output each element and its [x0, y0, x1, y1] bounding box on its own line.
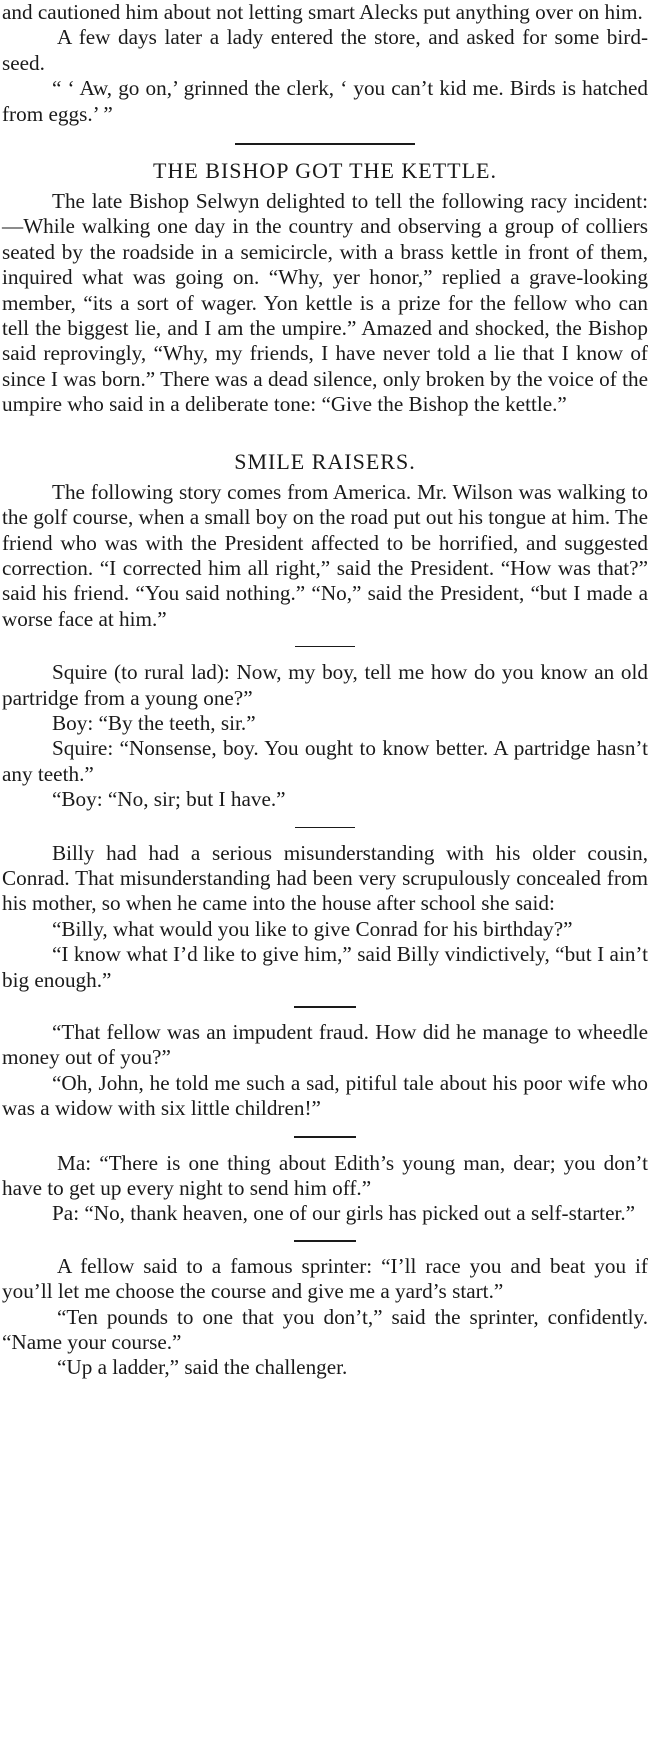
- sprinter-line-2: “Ten pounds to one that you don’t,” said the sprinter, confidently. “Name your course.”: [2, 1304, 648, 1355]
- smile-raisers-heading: SMILE RAISERS.: [234, 448, 416, 474]
- intro-paragraph-1: and cautioned him about not letting smart Alecks put anything over on him.: [2, 0, 643, 24]
- billy-line-3: “I know what I’d like to give him,” said Billy vindictively, “but I ain’t big enough.”: [2, 942, 648, 992]
- ma-line: Ma: “There is one thing about Edith’s young man, dear; you don’t have to get up every night to send him off.”: [2, 1150, 648, 1201]
- intro-paragraph-2: A few days later a lady entered the store, and asked for some bird-seed.: [2, 25, 648, 75]
- fraud-line-2: “Oh, John, he told me such a sad, pitiful tale about his poor wife who was a widow with six little children!”: [2, 1070, 648, 1121]
- bishop-heading: THE BISHOP GOT THE KETTLE.: [153, 158, 497, 184]
- section-divider: [235, 143, 415, 145]
- fraud-line-1: “That fellow was an impudent fraud. How did he manage to wheedle money out of you?”: [2, 1020, 648, 1070]
- bishop-story: The late Bishop Selwyn delighted to tell the following racy incident:—While walking one day in the country and observing a group of colliers seated by the roadside in a semicircle, with a brass kettle in front of them, inquired what was going on. “Why, yer honor,” replied a grave-looking member, “its a sort of wager. Yon kettle is a prize for the fellow who can tell the biggest lie, and I am the umpire.” Amazed and shocked, the Bishop said reprovingly, “Why, my friends, I have never told a lie that I know of since I was born.” There was a dead silence, only broken by the voice of the umpire who said in a deliberate tone: “Give the Bishop the kettle.”: [2, 189, 648, 417]
- sprinter-line-1: A fellow said to a famous sprinter: “I’ll race you and beat you if you’ll let me choose the course and give me a yard’s start.”: [2, 1253, 648, 1304]
- squire-line-1: Squire (to rural lad): Now, my boy, tell me how do you know an old partridge from a young one?”: [2, 660, 648, 710]
- squire-line-2: Boy: “By the teeth, sir.”: [52, 710, 256, 735]
- story-divider: [295, 827, 355, 828]
- intro-paragraph-3: “ ‘ Aw, go on,’ grinned the clerk, ‘ you can’t kid me. Birds is hatched from eggs.’ ”: [2, 76, 648, 126]
- billy-line-1: Billy had had a serious misunderstanding with his older cousin, Conrad. That misunderstanding had been very scrupulously concealed from his mother, so when he came into the house after school she said:: [2, 840, 648, 916]
- pa-line: Pa: “No, thank heaven, one of our girls has picked out a self-starter.”: [52, 1201, 636, 1226]
- story-divider: [294, 1136, 356, 1138]
- sprinter-line-3: “Up a ladder,” said the challenger.: [57, 1355, 348, 1380]
- story-divider: [295, 646, 355, 647]
- billy-line-2: “Billy, what would you like to give Conrad for his birthday?”: [52, 916, 573, 941]
- squire-line-3: Squire: “Nonsense, boy. You ought to know better. A partridge hasn’t any teeth.”: [2, 736, 648, 786]
- squire-line-4: “Boy: “No, sir; but I have.”: [52, 787, 286, 812]
- wilson-story: The following story comes from America. Mr. Wilson was walking to the golf course, when a small boy on the road put out his tongue at him. The friend who was with the President affected to be horrified, and suggested correction. “I corrected him all right,” said the President. “How was that?” said his friend. “You said nothing.” “No,” said the President, “but I made a worse face at him.”: [2, 479, 648, 631]
- story-divider: [294, 1240, 356, 1242]
- story-divider: [294, 1006, 356, 1008]
